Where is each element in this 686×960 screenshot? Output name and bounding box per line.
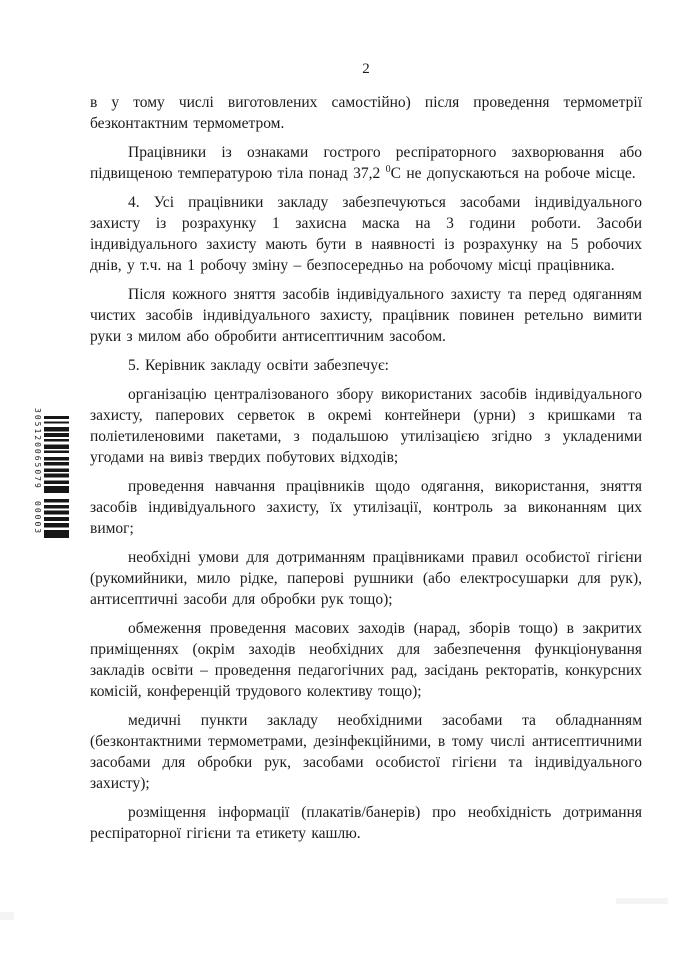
paragraph-item-4: 4. Усі працівники закладу забезпечуються засобами індивідуального захисту із розрахунку 1 захисна маска на 3 години роботи. Засоби індивідуального захисту мають бути в наявності із розрахунку на 5 робочих днів, у т.ч. на 1 робочу зміну – безпосередньо на робочому місці працівника. [90, 194, 642, 274]
superscript-degree: 0 [385, 163, 391, 175]
paragraph-continuation: в у тому числі виготовлених самостійно) після проведення термометрії безконтактним термометром. [90, 94, 642, 132]
paragraph-text: С не допускаються на робоче місце. [390, 165, 636, 182]
barcode-icon [44, 499, 69, 538]
document-body [90, 92, 642, 844]
paragraph-training: проведення навчання працівників щодо одягання, використання, зняття засобів індивідуального захисту, їх утилізації, контроль за виконанням цих вимог; [90, 478, 642, 537]
barcode-digits-top: 305120065079 [33, 408, 42, 490]
barcode-digits-bottom: 00003 [33, 501, 42, 536]
barcode-icon [44, 416, 69, 493]
paragraph-hygiene-conditions: необхідні умови для дотриманням працівниками правил особистої гігієни (рукомийники, мило рідке, паперові рушники (або електросушарки для рук), антисептичні засоби для обробки рук тощо); [90, 549, 642, 608]
paragraph-item-5-heading: 5. Керівник закладу освіти забезпечує: [128, 357, 389, 374]
paragraph-posters: розміщення інформації (плакатів/банерів) про необхідність дотримання респіраторної гігієни та етикету кашлю. [90, 804, 642, 842]
paragraph-text: Працівники із ознаками гострого респіраторного захворювання або підвищеною температурою тіла понад 37,2 [90, 144, 642, 182]
paragraph-hand-washing: Після кожного зняття засобів індивідуального захисту та перед одяганням чистих засобів індивідуального захисту, працівник повинен ретельно вимити руки з милом або обробити антисептичним засобом. [90, 286, 642, 345]
scan-artifact [0, 912, 14, 920]
page-number: 2 [362, 61, 370, 77]
paragraph-mass-events: обмеження проведення масових заходів (нарад, зборів тощо) в закритих приміщеннях (окрім заходів необхідних для забезпечення функціонування закладів освіти – проведення педагогічних рад, засідань ректоратів, конкурсних комісій, конференцій трудового колективу тощо); [90, 620, 642, 700]
paragraph-temperature-rule [90, 142, 642, 184]
scan-artifact [616, 898, 668, 904]
paragraph-waste-collection: організацію централізованого збору використаних засобів індивідуального захисту, паперових серветок в окремі контейнери (урни) з кришками та поліетиленовими пакетами, з подальшою утилізацією згідно з укладеними угодами на вивіз твердих побутових відходів; [90, 386, 642, 466]
paragraph-medical-points: медичні пункти закладу необхідними засобами та обладнанням (безконтактними термометрами, дезінфекційними, в тому числі антисептичними засобами для обробки рук, засобами особистої гігієни та індивідуального захисту); [90, 712, 642, 792]
